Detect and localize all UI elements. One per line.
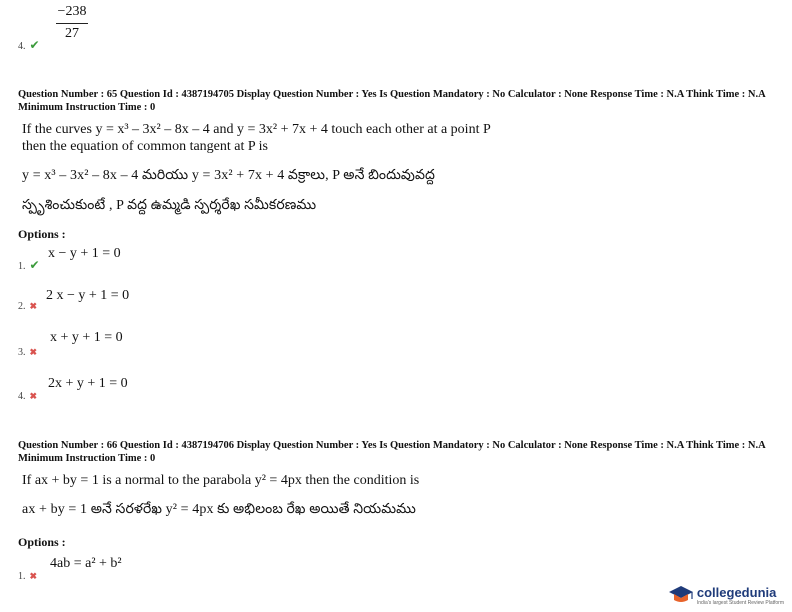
- option-row[interactable]: [18, 386, 37, 404]
- check-icon: ✔: [29, 258, 40, 272]
- check-icon: ✔: [29, 38, 40, 52]
- fraction-denominator: 27: [65, 26, 79, 41]
- question-65-english-line1: If the curves y = x³ – 3x² – 8x – 4 and y = 3x² + 7x + 4 touch each other at a point P: [22, 122, 491, 137]
- option-number: 1.: [18, 571, 26, 582]
- logo-name: collegedunia: [696, 584, 777, 600]
- option-number: 4.: [18, 391, 26, 402]
- fraction-numerator: −238: [57, 4, 87, 19]
- options-label: Options :: [18, 535, 66, 549]
- question-66-telugu-line1: ax + by = 1 అనే సరళరేఖ y² = 4px కు అభిలంబ రేఖ అయితే నియమము: [22, 502, 416, 517]
- option-text: x − y + 1 = 0: [48, 246, 121, 261]
- question-66-meta: Question Number : 66 Question Id : 4387194706 Display Question Number : Yes Is Question Mandatory : No Calculator : None Response Time : N.A Think Time : N.A Minimum Instruction Time : 0: [18, 440, 766, 464]
- option-row[interactable]: [18, 296, 37, 314]
- option-number: 4.: [18, 41, 26, 52]
- question-66-english-line1: If ax + by = 1 is a normal to the parabola y² = 4px then the condition is: [22, 473, 420, 488]
- question-65-meta: Question Number : 65 Question Id : 4387194705 Display Question Number : Yes Is Question Mandatory : No Calculator : None Response Time : N.A Think Time : N.A Minimum Instruction Time : 0: [18, 89, 766, 113]
- option-text: x + y + 1 = 0: [50, 330, 123, 345]
- cross-icon: ✖: [29, 391, 38, 401]
- option-number: 1.: [18, 261, 26, 272]
- question-65-telugu-line2: స్పృశించుకుంటే , P వద్ద ఉమ్మడి స్పర్శరేఖ సమీకరణము: [22, 198, 317, 213]
- option-text: 2 x − y + 1 = 0: [46, 288, 130, 303]
- cross-icon: ✖: [29, 347, 38, 357]
- collegedunia-logo: [668, 584, 784, 606]
- question-65-telugu-line1: y = x³ – 3x² – 8x – 4 మరియు y = 3x² + 7x + 4 వక్రాలు, P అనే బిందువువద్ద: [22, 168, 436, 183]
- option-text: 2x + y + 1 = 0: [48, 376, 128, 391]
- option-number: 2.: [18, 301, 26, 312]
- cross-icon: ✖: [29, 571, 38, 581]
- option-row: [18, 36, 40, 54]
- logo-tagline: India's largest Student Review Platform: [696, 599, 784, 606]
- cross-icon: ✖: [29, 301, 38, 311]
- option-row[interactable]: [18, 342, 37, 360]
- option-row[interactable]: [18, 256, 40, 274]
- option-row[interactable]: [18, 566, 37, 584]
- graduation-cap-icon: [668, 584, 694, 606]
- option-text: 4ab = a² + b²: [50, 556, 122, 571]
- question-65-english-line2: then the equation of common tangent at P is: [22, 139, 268, 154]
- option-number: 3.: [18, 347, 26, 358]
- options-label: Options :: [18, 227, 66, 241]
- fraction-bar: [56, 23, 88, 24]
